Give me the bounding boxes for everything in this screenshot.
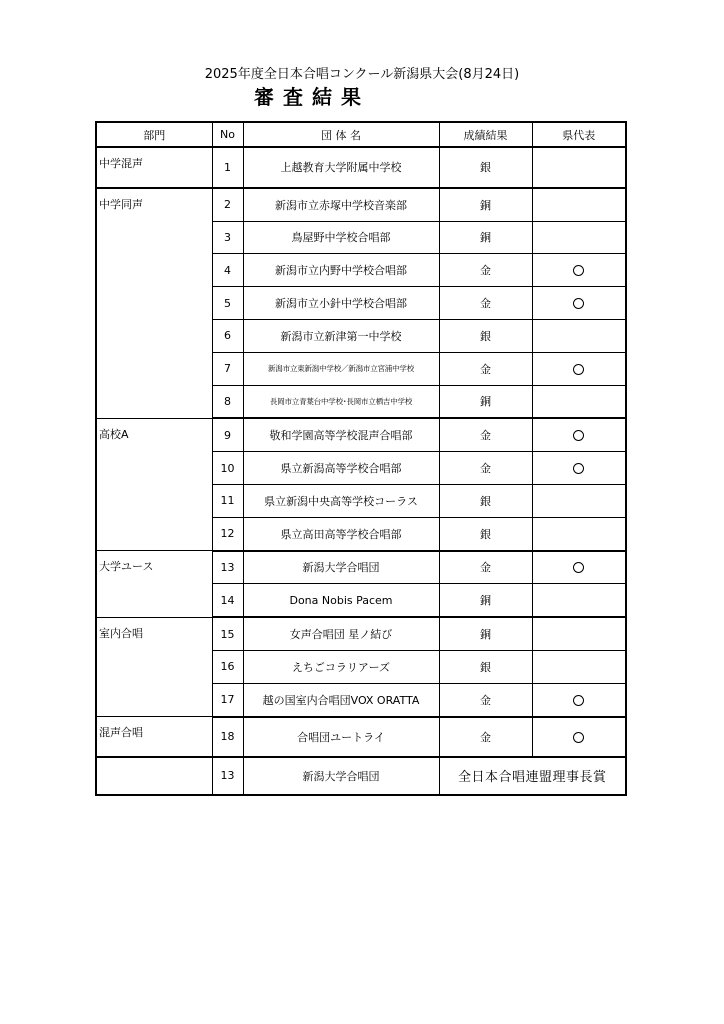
special-award-title: 全日本合唱連盟理事長賞	[439, 757, 626, 795]
representative-cell	[532, 287, 626, 320]
category-cell: 混声合唱	[96, 717, 212, 757]
group-name: Dona Nobis Pacem	[243, 584, 439, 617]
group-name: 上越教育大学附属中学校	[243, 147, 439, 188]
entry-number: 15	[212, 617, 243, 650]
group-name: 長岡市立青葉台中学校･長岡市立栖吉中学校	[243, 385, 439, 418]
entry-number: 6	[212, 319, 243, 352]
result-cell: 金	[439, 352, 532, 385]
group-name: 新潟市立東新潟中学校／新潟市立宮浦中学校	[243, 352, 439, 385]
representative-cell	[532, 484, 626, 517]
group-name: 県立新潟高等学校合唱部	[243, 452, 439, 485]
category-cell: 中学同声	[96, 188, 212, 419]
entry-number: 2	[212, 188, 243, 221]
result-cell: 銅	[439, 188, 532, 221]
representative-cell	[532, 418, 626, 451]
group-name: 新潟市立内野中学校合唱部	[243, 254, 439, 287]
group-name: 新潟市立小針中学校合唱部	[243, 287, 439, 320]
result-cell: 銀	[439, 650, 532, 683]
result-cell: 銅	[439, 385, 532, 418]
entry-number: 13	[212, 551, 243, 584]
column-header-result: 成績結果	[439, 122, 532, 147]
special-award-number: 13	[212, 757, 243, 795]
results-table	[95, 121, 627, 796]
representative-cell	[532, 517, 626, 550]
representative-cell	[532, 650, 626, 683]
entry-number: 17	[212, 683, 243, 716]
representative-circle-icon	[573, 298, 584, 309]
representative-cell	[532, 352, 626, 385]
table-row	[96, 717, 626, 757]
entry-number: 16	[212, 650, 243, 683]
entry-number: 8	[212, 385, 243, 418]
entry-number: 7	[212, 352, 243, 385]
result-cell: 銅	[439, 617, 532, 650]
result-cell: 金	[439, 452, 532, 485]
result-cell: 銅	[439, 221, 532, 254]
representative-circle-icon	[573, 695, 584, 706]
result-cell: 金	[439, 287, 532, 320]
representative-circle-icon	[573, 463, 584, 474]
column-header-no: No	[212, 122, 243, 147]
column-header-name: 団 体 名	[243, 122, 439, 147]
result-cell: 銀	[439, 147, 532, 188]
entry-number: 11	[212, 484, 243, 517]
representative-cell	[532, 617, 626, 650]
special-award-row	[96, 757, 626, 795]
representative-circle-icon	[573, 265, 584, 276]
table-row	[96, 551, 626, 584]
group-name: 鳥屋野中学校合唱部	[243, 221, 439, 254]
representative-circle-icon	[573, 364, 584, 375]
result-cell: 銅	[439, 584, 532, 617]
entry-number: 18	[212, 717, 243, 757]
group-name: 新潟市立赤塚中学校音楽部	[243, 188, 439, 221]
entry-number: 4	[212, 254, 243, 287]
group-name: 女声合唱団 星ノ結び	[243, 617, 439, 650]
result-cell: 金	[439, 254, 532, 287]
group-name: えちごコラリアーズ	[243, 650, 439, 683]
entry-number: 9	[212, 418, 243, 451]
group-name: 敬和学園高等学校混声合唱部	[243, 418, 439, 451]
representative-cell	[532, 584, 626, 617]
result-cell: 銀	[439, 319, 532, 352]
result-cell: 金	[439, 683, 532, 716]
group-name: 県立高田高等学校合唱部	[243, 517, 439, 550]
table-row	[96, 418, 626, 451]
group-name: 新潟市立新津第一中学校	[243, 319, 439, 352]
group-name: 県立新潟中央高等学校コーラス	[243, 484, 439, 517]
entry-number: 1	[212, 147, 243, 188]
result-cell: 金	[439, 717, 532, 757]
result-cell: 金	[439, 418, 532, 451]
representative-cell	[532, 254, 626, 287]
representative-cell	[532, 221, 626, 254]
representative-circle-icon	[573, 732, 584, 743]
column-header-representative: 県代表	[532, 122, 626, 147]
representative-circle-icon	[573, 562, 584, 573]
representative-cell	[532, 452, 626, 485]
representative-cell	[532, 385, 626, 418]
representative-cell	[532, 319, 626, 352]
group-name: 越の国室内合唱団VOX ORATTA	[243, 683, 439, 716]
document-subtitle: 審査結果	[254, 85, 370, 109]
results-body	[96, 147, 626, 795]
column-header-category: 部門	[96, 122, 212, 147]
representative-cell	[532, 717, 626, 757]
table-row	[96, 188, 626, 221]
entry-number: 10	[212, 452, 243, 485]
entry-number: 3	[212, 221, 243, 254]
category-cell: 高校A	[96, 418, 212, 550]
group-name: 新潟大学合唱団	[243, 551, 439, 584]
entry-number: 12	[212, 517, 243, 550]
representative-cell	[532, 188, 626, 221]
table-row	[96, 617, 626, 650]
group-name: 合唱団ユートライ	[243, 717, 439, 757]
result-cell: 銀	[439, 517, 532, 550]
representative-circle-icon	[573, 430, 584, 441]
result-cell: 銀	[439, 484, 532, 517]
representative-cell	[532, 147, 626, 188]
representative-cell	[532, 683, 626, 716]
entry-number: 14	[212, 584, 243, 617]
category-cell: 室内合唱	[96, 617, 212, 716]
category-cell: 中学混声	[96, 147, 212, 188]
table-header-row	[96, 122, 626, 147]
category-cell: 大学ユース	[96, 551, 212, 618]
document-title: 2025年度全日本合唱コンクール新潟県大会(8月24日)	[204, 67, 520, 82]
entry-number: 5	[212, 287, 243, 320]
special-award-category-cell	[96, 757, 212, 795]
special-award-group-name: 新潟大学合唱団	[243, 757, 439, 795]
result-cell: 金	[439, 551, 532, 584]
representative-cell	[532, 551, 626, 584]
table-row	[96, 147, 626, 188]
